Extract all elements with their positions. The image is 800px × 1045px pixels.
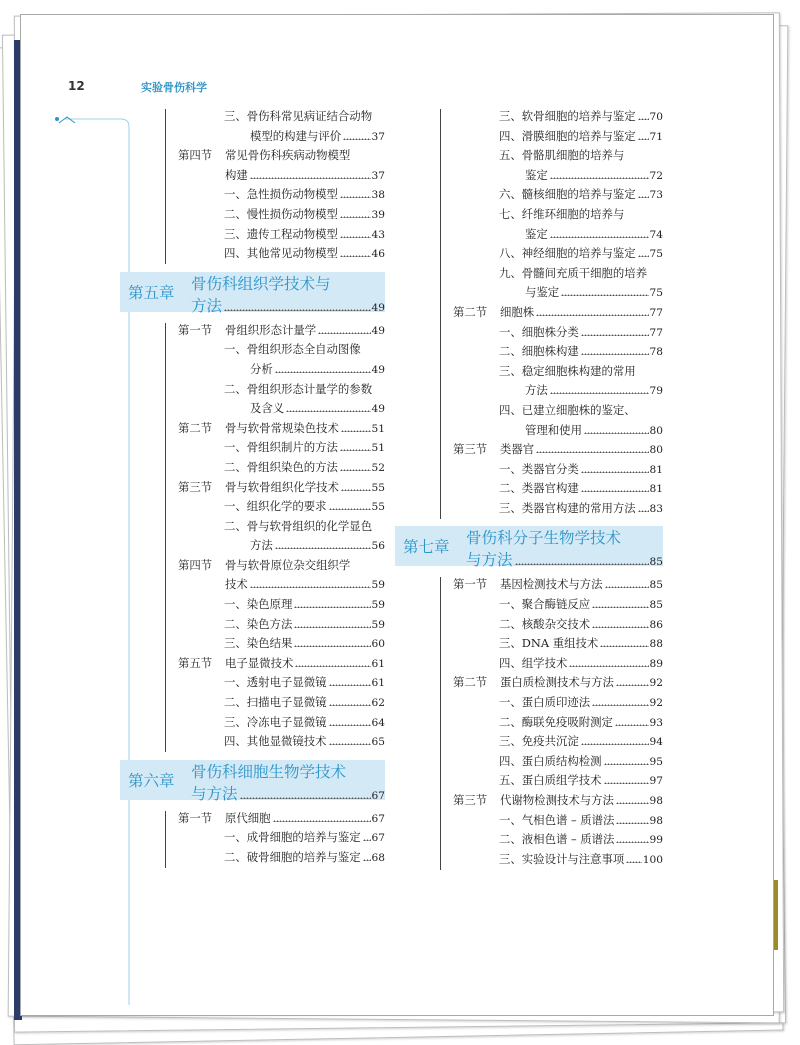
toc-subsection-entry[interactable] [120, 713, 385, 733]
dot-leader [536, 441, 648, 453]
dot-leader [329, 694, 371, 706]
dot-leader [638, 128, 649, 140]
entry-page-number: 61 [371, 657, 385, 670]
entry-title: 二、类器官构建 [499, 481, 579, 496]
toc-subsection-entry[interactable] [395, 460, 663, 480]
dot-leader [626, 851, 641, 863]
entry-title: 四、滑膜细胞的培养与鉴定 [499, 128, 636, 143]
toc-subsection-entry[interactable] [120, 244, 385, 264]
entry-page-number: 100 [642, 853, 663, 866]
dot-leader [581, 461, 649, 473]
chapter-page-number: 49 [371, 301, 385, 314]
toc-subsection-entry[interactable] [395, 654, 663, 674]
dot-leader [329, 714, 371, 726]
toc-subsection-entry[interactable] [395, 127, 663, 147]
entry-title: 一、透射电子显微镜 [224, 675, 327, 690]
toc-subsection-entry[interactable] [120, 380, 385, 400]
entry-title: 一、蛋白质印迹法 [499, 695, 591, 710]
entry-title: 四、蛋白质结构检测 [499, 753, 602, 768]
section-number: 第一节 [453, 577, 488, 592]
chapter-heading[interactable] [120, 760, 385, 803]
entry-page-number: 85 [649, 579, 663, 592]
entry-title: 代谢物检测技术与方法 [500, 793, 614, 807]
toc-left-column [120, 107, 385, 868]
dot-leader [581, 324, 649, 336]
toc-subsection-entry[interactable] [395, 771, 663, 791]
entry-title: 二、酶联免疫吸附测定 [499, 714, 613, 729]
dot-leader [363, 829, 371, 841]
entry-page-number: 75 [649, 287, 663, 300]
entry-title: 技术 [225, 577, 248, 592]
section-number: 第二节 [453, 304, 488, 319]
toc-subsection-entry[interactable] [395, 713, 663, 733]
dot-leader [340, 245, 371, 257]
entry-title: 三、骨伤科常见病证结合动物 [224, 109, 373, 123]
toc-section-entry[interactable] [395, 575, 663, 595]
entry-title: 二、核酸杂交技术 [499, 616, 591, 631]
toc-section-entry[interactable] [395, 303, 663, 323]
toc-subsection-entry[interactable] [395, 381, 663, 401]
dot-leader [515, 553, 649, 565]
toc-subsection-entry[interactable] [395, 283, 663, 303]
dot-leader [294, 635, 370, 647]
section-number: 第四节 [178, 557, 213, 572]
dot-leader [343, 128, 370, 140]
toc-subsection-entry[interactable] [120, 497, 385, 517]
entry-page-number: 92 [649, 697, 663, 710]
entry-page-number: 51 [371, 442, 385, 455]
section-rule [440, 577, 441, 870]
entry-title: 四、组学技术 [499, 655, 568, 670]
entry-title: 九、骨髓间充质干细胞的培养 [499, 265, 648, 280]
toc-subsection-entry[interactable] [120, 693, 385, 713]
entry-title: 模型的构建与评价 [250, 128, 342, 143]
entry-title: 三、实验设计与注意事项 [499, 851, 625, 866]
dot-leader [250, 576, 371, 588]
toc-subsection-entry[interactable] [395, 225, 663, 245]
toc-subsection-entry[interactable] [120, 205, 385, 225]
dot-leader [638, 186, 649, 198]
dot-leader [550, 382, 649, 394]
entry-page-number: 70 [649, 111, 663, 123]
section-number: 第五节 [178, 655, 213, 670]
section-number: 第三节 [178, 479, 213, 494]
dot-leader [581, 480, 649, 492]
entry-page-number: 99 [649, 834, 663, 847]
toc-subsection-entry[interactable] [120, 615, 385, 635]
toc-subsection-entry[interactable] [395, 362, 663, 382]
entry-page-number: 65 [371, 736, 385, 749]
entry-title: 五、骨骼肌细胞的培养与 [499, 148, 625, 163]
dot-leader [294, 616, 370, 628]
entry-page-number: 83 [649, 502, 663, 515]
entry-page-number: 61 [371, 677, 385, 690]
toc-subsection-entry[interactable] [120, 732, 385, 752]
toc-subsection-entry[interactable] [120, 848, 385, 868]
entry-title: 基因检测技术与方法 [500, 577, 603, 592]
toc-subsection-entry[interactable] [395, 146, 663, 166]
toc-subsection-entry[interactable] [395, 342, 663, 362]
entry-title: 骨组织形态计量学 [225, 322, 317, 337]
entry-title: 构建 [225, 167, 248, 182]
entry-title: 三、染色结果 [224, 636, 293, 651]
entry-page-number: 88 [649, 638, 663, 651]
dot-leader [240, 787, 371, 799]
entry-title: 三、类器官构建的常用方法 [499, 500, 636, 515]
dot-leader [561, 284, 648, 296]
entry-title: 八、神经细胞的培养与鉴定 [499, 246, 636, 261]
dot-leader [224, 299, 371, 311]
entry-page-number: 98 [649, 795, 663, 807]
entry-title: 二、骨与软骨组织的化学显色 [224, 518, 373, 533]
entry-title: 骨与软骨原位杂交组织学 [225, 557, 351, 572]
entry-title: 二、骨组织形态计量学的参数 [224, 381, 373, 396]
toc-subsection-entry[interactable] [120, 225, 385, 245]
entry-page-number: 51 [371, 422, 385, 435]
entry-page-number: 59 [371, 579, 385, 592]
dot-leader [592, 694, 648, 706]
toc-subsection-entry[interactable] [395, 595, 663, 615]
dot-leader [638, 500, 649, 512]
entry-title: 四、其他常见动物模型 [224, 246, 338, 261]
entry-page-number: 37 [371, 169, 385, 182]
entry-title: 方法 [250, 538, 273, 553]
entry-title: 一、急性损伤动物模型 [224, 187, 338, 202]
entry-title: 一、骨组织制片的方法 [224, 440, 338, 455]
toc-subsection-entry[interactable] [120, 185, 385, 205]
toc-section-entry[interactable] [120, 321, 385, 341]
entry-page-number: 72 [649, 169, 663, 182]
entry-title: 一、骨组织形态全自动图像 [224, 342, 361, 357]
toc-subsection-entry[interactable] [395, 401, 663, 421]
entry-title: 二、骨组织染色的方法 [224, 459, 338, 474]
dot-leader [329, 674, 371, 686]
entry-title: 管理和使用 [525, 422, 582, 437]
entry-page-number: 67 [371, 832, 385, 845]
dot-leader [340, 186, 371, 198]
entry-page-number: 62 [371, 697, 385, 710]
toc-subsection-entry[interactable] [395, 752, 663, 772]
toc-section-entry[interactable] [120, 478, 385, 498]
toc-subsection-entry[interactable] [120, 340, 385, 360]
toc-subsection-entry[interactable] [395, 421, 663, 441]
entry-page-number: 86 [649, 618, 663, 631]
entry-page-number: 67 [371, 812, 385, 825]
entry-title: 电子显微技术 [225, 655, 294, 670]
dot-leader [638, 245, 649, 257]
chapter-number: 第六章 [128, 771, 175, 790]
entry-title: 常见骨伤科疾病动物模型 [225, 148, 351, 163]
entry-title: 二、扫描电子显微镜 [224, 695, 327, 710]
toc-subsection-entry[interactable] [120, 458, 385, 478]
entry-page-number: 49 [371, 363, 385, 376]
dot-leader [550, 226, 649, 238]
dot-leader [363, 849, 371, 861]
dot-leader [340, 226, 371, 238]
toc-subsection-entry[interactable] [120, 360, 385, 380]
entry-page-number: 38 [371, 189, 385, 202]
dot-leader [616, 812, 648, 824]
toc-section-entry[interactable] [395, 440, 663, 460]
entry-page-number: 55 [371, 481, 385, 494]
chapter-title-line2: 与方法 [191, 784, 238, 803]
entry-title: 一、类器官分类 [499, 461, 579, 476]
page-number: 12 [68, 79, 85, 93]
toc-subsection-entry[interactable] [120, 575, 385, 595]
dot-leader [275, 537, 371, 549]
toc-subsection-entry[interactable] [120, 399, 385, 419]
dot-leader [638, 108, 649, 120]
entry-page-number: 52 [371, 461, 385, 474]
entry-page-number: 79 [649, 385, 663, 398]
entry-page-number: 73 [649, 189, 663, 202]
entry-title: 三、DNA 重组技术 [499, 636, 599, 651]
entry-page-number: 77 [649, 306, 663, 319]
entry-page-number: 93 [649, 716, 663, 729]
dot-leader [584, 422, 649, 434]
dot-leader [615, 714, 649, 726]
toc-section-entry[interactable] [395, 791, 663, 811]
section-number: 第二节 [178, 420, 213, 435]
entry-title: 二、细胞株构建 [499, 344, 579, 359]
toc-section-entry[interactable] [120, 556, 385, 576]
section-number: 第四节 [178, 148, 213, 163]
entry-title: 一、聚合酶链反应 [499, 597, 591, 612]
chapter-page-number: 85 [649, 556, 663, 569]
dot-leader [616, 831, 648, 843]
entry-page-number: 80 [649, 444, 663, 457]
entry-title: 细胞株 [500, 304, 535, 319]
entry-title: 及含义 [250, 401, 285, 416]
section-rule [440, 109, 441, 519]
entry-page-number: 74 [649, 228, 663, 241]
dot-leader [318, 322, 370, 334]
section-rule [165, 811, 166, 868]
dot-leader [295, 655, 370, 667]
chapter-title-line1: 骨伤科分子生物学技术 [466, 529, 622, 548]
entry-page-number: 85 [649, 599, 663, 612]
dot-leader [340, 206, 371, 218]
entry-title: 六、髓核细胞的培养与鉴定 [499, 187, 636, 202]
entry-title: 一、气相色谱 – 质谱法 [499, 812, 615, 827]
entry-page-number: 97 [649, 775, 663, 788]
dot-leader [294, 596, 370, 608]
section-number: 第二节 [453, 675, 488, 690]
entry-title: 与鉴定 [525, 285, 560, 300]
dot-leader [341, 420, 371, 432]
entry-title: 方法 [525, 383, 548, 398]
dot-leader [581, 343, 649, 355]
entry-page-number: 64 [371, 716, 385, 729]
toc-subsection-entry[interactable] [395, 166, 663, 186]
toc-subsection-entry[interactable] [120, 517, 385, 537]
toc-subsection-entry[interactable] [395, 850, 663, 870]
toc-subsection-entry[interactable] [395, 479, 663, 499]
dot-leader [600, 635, 648, 647]
entry-title: 三、遗传工程动物模型 [224, 226, 338, 241]
entry-page-number: 80 [649, 424, 663, 437]
entry-title: 原代细胞 [225, 810, 271, 825]
section-number: 第三节 [453, 442, 488, 457]
entry-title: 三、稳定细胞株构建的常用 [499, 363, 636, 378]
entry-page-number: 75 [649, 248, 663, 261]
toc-subsection-entry[interactable] [120, 673, 385, 693]
dot-leader [616, 792, 649, 804]
toc-subsection-entry[interactable] [395, 244, 663, 264]
entry-page-number: 95 [649, 755, 663, 768]
dot-leader [329, 498, 371, 510]
dot-leader [273, 810, 371, 822]
entry-title: 五、蛋白质组学技术 [499, 773, 602, 788]
toc-section-entry[interactable] [395, 673, 663, 693]
entry-title: 二、液相色谱 – 质谱法 [499, 832, 615, 847]
entry-page-number: 68 [371, 852, 385, 864]
toc-section-entry[interactable] [120, 809, 385, 829]
entry-page-number: 81 [649, 483, 663, 496]
chapter-page-number: 67 [371, 789, 385, 802]
dot-leader [604, 772, 649, 784]
toc-subsection-entry[interactable] [395, 693, 663, 713]
entry-title: 鉴定 [525, 167, 548, 182]
toc-section-entry[interactable] [120, 654, 385, 674]
entry-page-number: 59 [371, 618, 385, 631]
toc-subsection-entry[interactable] [120, 127, 385, 147]
dot-leader [275, 361, 371, 373]
entry-page-number: 49 [371, 403, 385, 416]
entry-title: 骨与软骨组织化学技术 [225, 479, 339, 494]
dot-leader [340, 459, 371, 471]
section-rule [165, 323, 166, 752]
dot-leader [340, 439, 371, 451]
toc-subsection-entry[interactable] [395, 323, 663, 343]
entry-title: 三、软骨细胞的培养与鉴定 [499, 109, 636, 123]
entry-title: 蛋白质检测技术与方法 [500, 675, 614, 690]
section-number: 第一节 [178, 322, 213, 337]
entry-title: 分析 [250, 361, 273, 376]
entry-title: 一、染色原理 [224, 597, 293, 612]
entry-page-number: 92 [649, 677, 663, 690]
entry-title: 四、其他显微镜技术 [224, 734, 327, 749]
chapter-heading[interactable] [395, 526, 663, 570]
toc-subsection-entry[interactable] [120, 107, 385, 127]
toc-subsection-entry[interactable] [395, 205, 663, 225]
toc-subsection-entry[interactable] [395, 732, 663, 752]
entry-title: 类器官 [500, 442, 535, 457]
entry-page-number: 43 [371, 228, 385, 241]
entry-page-number: 60 [371, 638, 385, 651]
entry-title: 一、组织化学的要求 [224, 499, 327, 514]
entry-page-number: 56 [371, 540, 385, 553]
toc-subsection-entry[interactable] [395, 264, 663, 284]
entry-title: 二、破骨细胞的培养与鉴定 [224, 850, 361, 864]
entry-title: 二、慢性损伤动物模型 [224, 206, 338, 221]
entry-page-number: 59 [371, 599, 385, 612]
dot-leader [592, 596, 648, 608]
chapter-title-line1: 骨伤科组织学技术与 [191, 274, 331, 293]
dot-leader [550, 167, 649, 179]
entry-page-number: 98 [649, 814, 663, 827]
toc-subsection-entry[interactable] [120, 634, 385, 654]
entry-page-number: 94 [649, 736, 663, 749]
entry-page-number: 39 [371, 208, 385, 221]
entry-page-number: 46 [371, 248, 385, 261]
entry-page-number: 55 [371, 501, 385, 514]
toc-subsection-entry[interactable] [120, 595, 385, 615]
dot-leader [569, 655, 648, 667]
toc-section-entry[interactable] [120, 146, 385, 166]
dot-leader [536, 304, 648, 316]
toc-subsection-entry[interactable] [120, 828, 385, 848]
toc-subsection-entry[interactable] [395, 185, 663, 205]
dot-leader [341, 479, 371, 491]
entry-title: 四、已建立细胞株的鉴定、 [499, 402, 636, 417]
chapter-number: 第七章 [403, 538, 450, 557]
toc-subsection-entry[interactable] [395, 615, 663, 635]
toc-right-column [395, 107, 663, 869]
entry-title: 三、免疫共沉淀 [499, 734, 579, 749]
toc-subsection-entry[interactable] [395, 634, 663, 654]
entry-page-number: 37 [371, 130, 385, 143]
chapter-heading[interactable] [120, 272, 385, 315]
entry-page-number: 71 [649, 130, 663, 143]
toc-subsection-entry[interactable] [395, 499, 663, 519]
dot-leader [250, 167, 371, 179]
chapter-number: 第五章 [128, 283, 175, 302]
dot-leader [604, 753, 649, 765]
toc-subsection-entry[interactable] [120, 166, 385, 186]
chapter-title-line2: 与方法 [466, 551, 513, 570]
entry-page-number: 81 [649, 463, 663, 476]
toc-subsection-entry[interactable] [395, 107, 663, 127]
dot-leader [616, 674, 649, 686]
entry-page-number: 78 [649, 346, 663, 359]
entry-title: 鉴定 [525, 226, 548, 241]
entry-page-number: 49 [371, 324, 385, 337]
dot-leader [286, 400, 370, 412]
dot-leader [329, 733, 371, 745]
toc-subsection-entry[interactable] [120, 536, 385, 556]
section-number: 第一节 [178, 810, 213, 825]
entry-page-number: 89 [649, 657, 663, 670]
dot-leader [581, 733, 649, 745]
section-rule [165, 109, 166, 264]
entry-page-number: 77 [649, 326, 663, 339]
chapter-title-line1: 骨伤科细胞生物学技术 [191, 762, 347, 781]
toc-subsection-entry[interactable] [120, 438, 385, 458]
entry-title: 三、冷冻电子显微镜 [224, 714, 327, 729]
toc-section-entry[interactable] [120, 419, 385, 439]
dot-leader [605, 576, 649, 588]
toc-subsection-entry[interactable] [395, 830, 663, 850]
entry-title: 一、成骨细胞的培养与鉴定 [224, 830, 361, 845]
running-title: 实验骨伤科学 [141, 81, 207, 94]
entry-title: 二、染色方法 [224, 616, 293, 631]
dot-leader [592, 616, 648, 628]
toc-subsection-entry[interactable] [395, 811, 663, 831]
chapter-title-line2: 方法 [191, 296, 223, 315]
entry-title: 骨与软骨常规染色技术 [225, 420, 339, 435]
section-number: 第三节 [453, 793, 488, 807]
entry-title: 七、纤维环细胞的培养与 [499, 206, 625, 221]
entry-title: 一、细胞株分类 [499, 324, 579, 339]
